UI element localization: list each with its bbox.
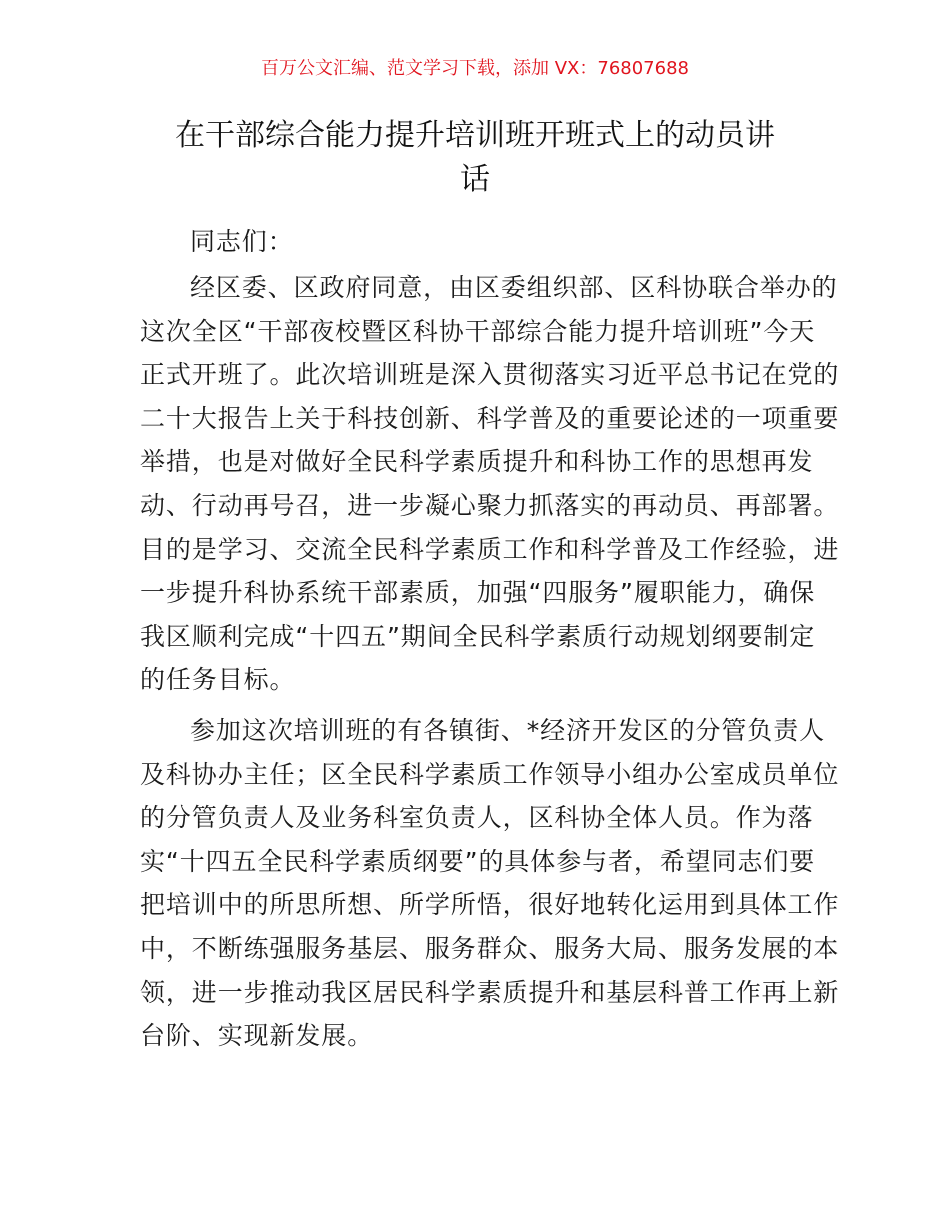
paragraph-line: 的分管负责人及业务科室负责人，区科协全体人员。作为落 bbox=[140, 803, 814, 833]
paragraph-2 bbox=[140, 709, 840, 1058]
paragraph-line: 动、行动再号召，进一步凝心聚力抓落实的再动员、再部署。 bbox=[140, 490, 840, 520]
page-title bbox=[140, 114, 810, 202]
paragraph-spacer bbox=[140, 702, 820, 709]
paragraph-line: 的任务目标。 bbox=[140, 665, 296, 695]
paragraph-line: 及科协办主任；区全民科学素质工作领导小组办公室成员单位 bbox=[140, 759, 840, 789]
salutation bbox=[140, 218, 820, 266]
paragraph-1 bbox=[140, 266, 840, 702]
watermark-banner: 百万公文汇编、范文学习下载，添加 VX：76807688 bbox=[261, 58, 689, 79]
paragraph-line: 二十大报告上关于科技创新、科学普及的重要论述的一项重要 bbox=[140, 403, 840, 433]
paragraph-line: 目的是学习、交流全民科学素质工作和科学普及工作经验，进 bbox=[140, 534, 840, 564]
title-line-2: 话 bbox=[460, 162, 490, 197]
document-body bbox=[140, 218, 840, 1058]
paragraph-line: 台阶、实现新发展。 bbox=[140, 1021, 374, 1051]
paragraph-line: 实“十四五全民科学素质纲要”的具体参与者，希望同志们要 bbox=[140, 846, 816, 876]
paragraph-line: 领，进一步推动我区居民科学素质提升和基层科普工作再上新 bbox=[140, 977, 840, 1007]
paragraph-line: 这次全区“干部夜校暨区科协干部综合能力提升培训班”今天 bbox=[140, 316, 816, 346]
paragraph-line: 把培训中的所思所想、所学所悟，很好地转化运用到具体工作 bbox=[140, 890, 840, 920]
title-line-1: 在干部综合能力提升培训班开班式上的动员讲 bbox=[175, 118, 775, 153]
paragraph-line: 一步提升科协系统干部素质，加强“四服务”履职能力，确保 bbox=[140, 578, 816, 608]
paragraph-line: 经区委、区政府同意，由区委组织部、区科协联合举办的 bbox=[190, 273, 838, 302]
salutation-text: 同志们： bbox=[190, 227, 294, 256]
paragraph-line: 参加这次培训班的有各镇街、*经济开发区的分管负责人 bbox=[190, 715, 826, 745]
paragraph-line: 中，不断练强服务基层、服务群众、服务大局、服务发展的本 bbox=[140, 933, 840, 963]
paragraph-line: 我区顺利完成“十四五”期间全民科学素质行动规划纲要制定 bbox=[140, 621, 816, 651]
paragraph-line: 正式开班了。此次培训班是深入贯彻落实习近平总书记在党的 bbox=[140, 360, 840, 390]
paragraph-line: 举措，也是对做好全民科学素质提升和科协工作的思想再发 bbox=[140, 447, 814, 477]
